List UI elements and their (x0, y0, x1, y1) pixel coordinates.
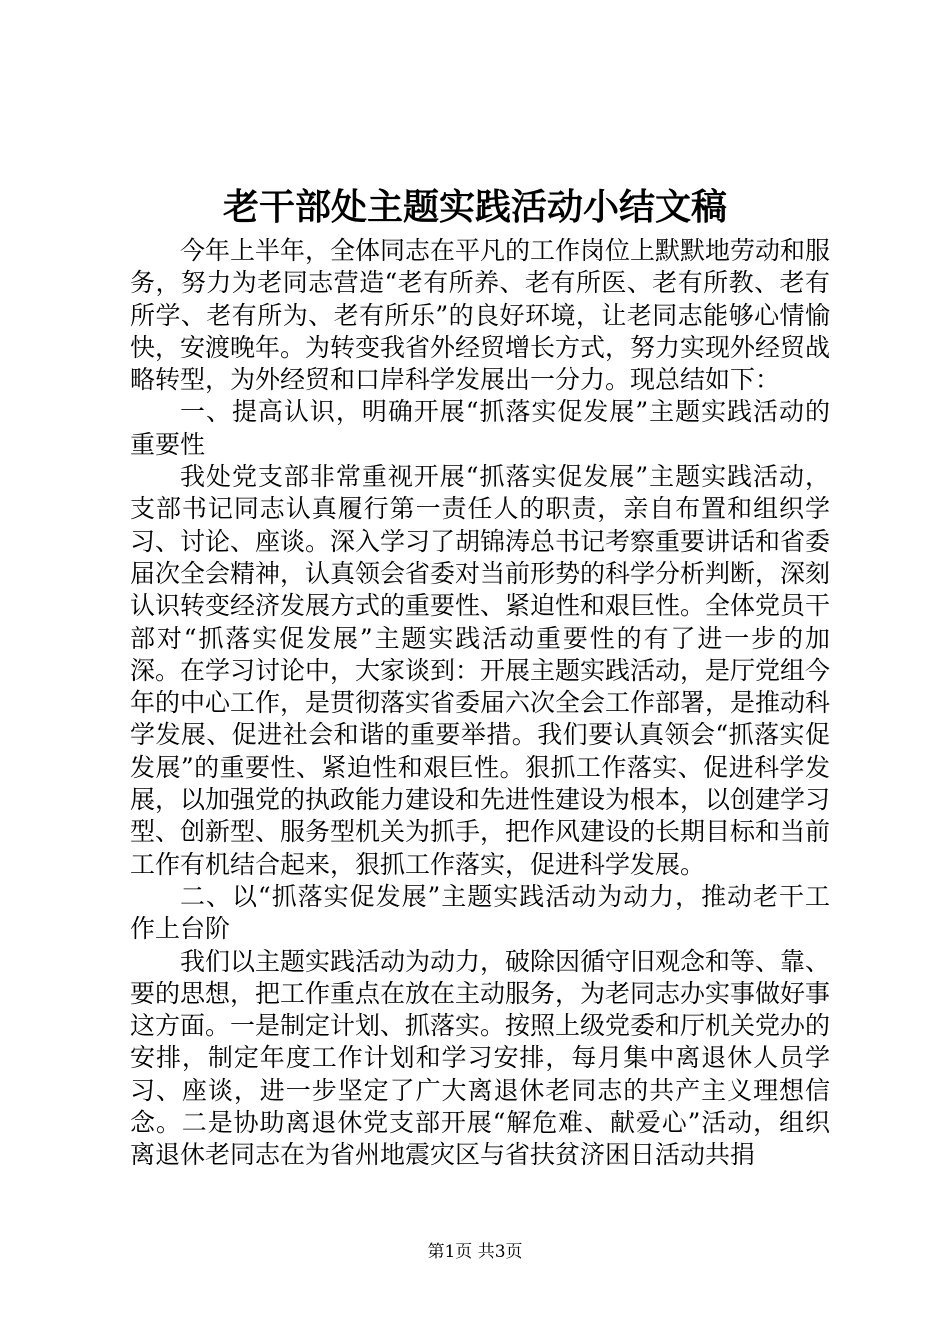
section-heading-1: 一、提高认识，明确开展“抓落实促发展”主题实践活动的重要性 (130, 397, 830, 459)
document-body (130, 235, 830, 1172)
page-number-footer: 第1页 共3页 (427, 1242, 523, 1262)
paragraph-section-2: 我们以主题实践活动为动力，破除因循守旧观念和等、靠、要的思想，把工作重点在放在主动服务，为老同志办实事做好事这方面。一是制定计划、抓落实。按照上级党委和厅机关党办的安排，制定年度工作计划和学习安排，每月集中离退休人员学习、座谈，进一步坚定了广大离退休老同志的共产主义理想信念。二是协助离退休党支部开展“解危难、献爱心”活动，组织离退休老同志在为省州地震灾区与省扶贫济困日活动共捐 (130, 946, 831, 1170)
paragraph-section-1: 我处党支部非常重视开展“抓落实促发展”主题实践活动，支部书记同志认真履行第一责任人的职责，亲自布置和组织学习、讨论、座谈。深入学习了胡锦涛总书记考察重要讲话和省委届次全会精神，认真领会省委对当前形势的科学分析判断，深刻认识转变经济发展方式的重要性、紧迫性和艰巨性。全体党员干部对“抓落实促发展”主题实践活动重要性的有了进一步的加深。在学习讨论中，大家谈到：开展主题实践活动，是厅党组今年的中心工作，是贯彻落实省委届六次全会工作部署，是推动科学发展、促进社会和谐的重要举措。我们要认真领会“抓落实促发展”的重要性、紧迫性和艰巨性。狠抓工作落实、促进科学发展，以加强党的执政能力建设和先进性建设为根本，以创建学习型、创新型、服务型机关为抓手，把作风建设的长期目标和当前工作有机结合起来，狠抓工作落实，促进科学发展。 (130, 462, 831, 879)
paragraph-intro: 今年上半年，全体同志在平凡的工作岗位上默默地劳动和服务，努力为老同志营造“老有所养、老有所医、老有所教、老有所学、老有所为、老有所乐”的良好环境，让老同志能够心情愉快，安渡晚年。为转变我省外经贸增长方式，努力实现外经贸战略转型，为外经贸和口岸科学发展出一分力。现总结如下： (130, 236, 831, 395)
document-title: 老干部处主题实践活动小结文稿 (222, 186, 727, 228)
section-heading-2: 二、以“抓落实促发展”主题实践活动为动力，推动老干工作上台阶 (130, 881, 830, 944)
